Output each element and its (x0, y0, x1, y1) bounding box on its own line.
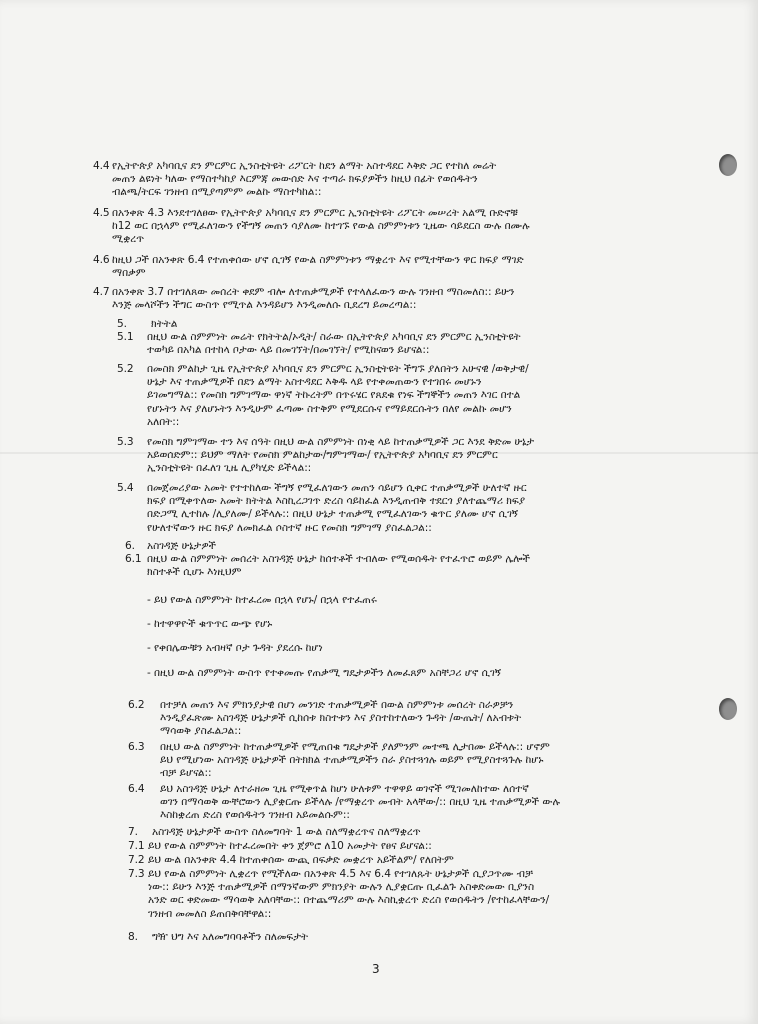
paragraph-line: - ይህ የውል ስምምነት ከተፈረመ በኋላ የሆኑ/ በኋላ የተፈጠሩ (147, 594, 377, 606)
paragraph-line: ክፍያ በሚቀጥለው አመት ክትትል እስኪረጋገጥ ድረስ ሳይከፈል እንዲጠብቅ ተደርጎ ያለተጨማሪ ክፍያ (147, 495, 526, 508)
paragraph-number: 4.7 (93, 286, 110, 298)
paragraph-line: ብልጫ/ትርፍ ገንዘብ በሚያጣምም መልኩ ማስተካከል:: (112, 186, 322, 199)
paragraph-line: ገንዘብ መመለስ ይጠበቅባቸዋል:: (148, 907, 272, 920)
paragraph-number: 5.3 (117, 436, 134, 448)
paragraph-number: 6.3 (128, 741, 145, 753)
paragraph-line: ወገን በማሳወቅ ውቸሮውን ሊያቋርጡ ይችላሉ /የማቋረጥ መብት አላቸው/:: በዚህ ጊዜ ተጠቃሚዎች ውሉ (160, 796, 560, 809)
paragraph-line: ሚቋረጥ (112, 233, 145, 246)
paragraph-line: የሆኑትን እና ያለሆኑትን እንዲሁም ፈጣሙ ስተቅም የሚደርሱና የማይደርሱትን በለየ መልኩ መሆን (147, 402, 512, 415)
paragraph-line: ሁኔታ እና ተጠቃሚዎች በደን ልማት አስተዳደር እቅዱ ላይ የተቀመጠውን የተገበሩ መሆኑን (147, 376, 482, 389)
paragraph-line: በአንቀጽ 3.7 በተገለጸው መሰረት ቀደም ብሎ ለተጠቃሚዎች የተላለፈውን ውሉ ገንዘብ ማስመለስ:: ይሁን (112, 286, 515, 298)
paragraph-line: እንጅ መላሾችን ችግር ውስጥ የሚጥል እንዳይሆን እንዲመለሱ ቢደረግ ይመረጣል:: (112, 299, 417, 312)
paragraph-number: 6. (125, 540, 135, 552)
paragraph-number: 5.2 (117, 363, 134, 375)
paragraph-number: 5. (117, 318, 127, 330)
paragraph-line: ነው:: ይሁን እንጅ ተጠቃሚዎች በማንኛውም ምክንያት ውሉን ሊያቋርጡ ቢፈልጉ አስቀድመው ቢያንስ (148, 881, 535, 894)
paragraph-line: በድጋሚ ሊተከሉ /ሊያለሙ/ ይችላሉ:: በዚህ ሁኔታ ተጠቃሚ የሚፈለገውን ቁጥር ያለሙ ሆኖ ሲገኝ (147, 508, 519, 521)
paragraph-line: መጠን ልዩነት ካለው የማስተካከያ እርምጃ መውሰድ እና ተጣራ ክፍያዎችን ከዚህ በፊት የወሰዱትን (112, 173, 478, 186)
paragraph-line: ኢንስቲትዩት በፈለገ ጊዜ ሊያካሂድ ይችላል:: (147, 462, 312, 475)
paragraph-number: 7.2 (128, 854, 145, 866)
paragraph-line: በመስክ ምልከታ ጊዜ የኢትዮጵያ አካባቢና ደን ምርምር ኢንስቲትዩት ችግኙ ያለበትን አሁናዊ /ወቅታዊ/ (147, 363, 529, 375)
paragraph-line: ከ12 ወር በኋላም የሚፈለገውን የችግኝ መጠን ሳያለሙ ከተገኙ የውል ስምምነቱን ጊዜው ሳይደርስ ውሉ በሙሉ (112, 220, 530, 233)
paragraph-number: 4.5 (93, 207, 110, 219)
paragraph-line: ማበቃም (112, 267, 146, 280)
paragraph-number: 4.6 (93, 254, 110, 266)
paragraph-number: 7.3 (128, 868, 145, 880)
paragraph-line: ግዥ ህግ እና አለመግባባቶችን ስለመፍታት (152, 931, 309, 943)
paragraph-line: የኢትዮጵያ አካባቢና ደን ምርምር ኢንስቲትዩት ሪፖርት ከደን ልማት አስተዳደር እቅድ ጋር የተከለ መሬት (112, 160, 497, 172)
paragraph-line: እስከቋረጠ ድረስ የወሰዱትን ገንዘብ አይመልሱም:: (160, 809, 350, 822)
paragraph-line: በአንቀጽ 4.3 እንደተገለፀው የኢትዮጵያ አካባቢና ደን ምርምር ኢንስቲትዩት ሪፖርት መሠረት አልሚ ቡድኖቹ (112, 207, 518, 219)
paragraph-number: 5.1 (117, 331, 134, 343)
paragraph-line: አይወሰድም:: ይህም ማለት የመስክ ምልከታው/ግምገማው/ የኢትዮጵያ አካባቢና ደን ምርምር (147, 449, 498, 462)
paragraph-line: - በዚህ ውል ስምምነት ውስጥ የተቀመጡ የጠቃሚ ግዴታዎችን ለመፈጸም አስቸጋሪ ሆኖ ሲገኝ (147, 667, 501, 679)
paragraph-line: የመስክ ግምገማው ተን እና ሰዓት በዚህ ውል ስምምነት በነቂ ላይ ከተጠቃሚዎች ጋር እንደ ቅድመ ሁኔታ (147, 436, 535, 448)
paragraph-line: ተወካይ በአካል በተከላ ቦታው ላይ በመገኘት/በመገኘት/ የሚከናወን ይሆናል:: (147, 344, 430, 357)
paragraph-line: ክትትል (151, 318, 178, 330)
paragraph-line: ይህ የውል ስምምነት ሊቋረጥ የሚችለው በአንቀጽ 4.5 እና 6.4 የተገለጹት ሁኔታዎች ሲያጋጥሙ ብቻ (148, 868, 533, 880)
paragraph-line: ማሳወቅ ያስፈልጋል:: (160, 725, 242, 738)
paragraph-line: ይገመግማል:: የመስክ ግምገማው ዋነኛ ትኩረትም በጥሩሄር የጸደቁ የነፍ ችግኞችን መጠን እገር በተል (147, 389, 521, 402)
paragraph-line: ይህ ውል በአንቀጽ 4.4 ከተጠቀሰው ውጪ በፍቃድ መቋረጥ አይችልም/ የለበትም (148, 854, 454, 866)
paragraph-number: 6.2 (128, 699, 145, 711)
paragraph-line: አስገዳጅ ሁኔታዎች ውስጥ ስለመግባት 1 ውል ስለማቋረጥና ስለማቋረጥ (152, 826, 421, 838)
paragraph-line: በዚህ ውል ስምምነት ከተጠቃሚዎች የሚጠበቁ ግዴታዎች ያለምንም መተጫ ሊታበሙ ይችላሉ:: ሆኖም (160, 741, 550, 753)
paragraph-line: እንዲያፈጽሙ አስገዳጅ ሁኔታዎች ሲከሰቱ ክስተቱን እና ያስተከተለውን ጉዳት /ውጤት/ ለአብቱት (160, 712, 522, 725)
paragraph-number: 7. (128, 826, 138, 838)
paragraph-line: አለበት:: (147, 415, 180, 428)
paragraph-number: 8. (128, 931, 138, 943)
paragraph-line: በተቻለ መጠን እና ምክንያታዊ በሆነ መንገድ ተጠቃሚዎች በውል ስምምነቱ መሰረት ስራዎቻን (160, 699, 514, 711)
paragraph-line: - የቀበሌውቹን አብዛኛ ቦታ ጉዳት ያደረሱ ከሆነ (147, 642, 323, 654)
paragraph-number: 5.4 (117, 482, 134, 494)
paragraph-number: 7.1 (128, 840, 145, 852)
paragraph-line: አንድ ወር ቀድመው ማሳወቅ አለባቸው:: በተጨማሪም ውሉ እስኪቋረጥ ድረስ የወሰዱትን /የተከፈላቸውን/ (148, 894, 550, 907)
page-number: 3 (372, 962, 380, 976)
paragraph-number: 4.4 (93, 160, 110, 172)
paragraph-line: በዚህ ውል ስምምነት መሬት የክትትል/ኦዲት/ ስራው በኢትዮጵያ አካባቢና ደን ምርምር ኢንስቲትዩት (147, 331, 521, 343)
paragraph-line: ክስተቶች ሲሆኑ እነዚህም (147, 566, 242, 579)
paragraph-line: በመጀመሪያው አመት የተተከለው ችግኝ የሚፈለገውን መጠን ሳይሆን ሲቀር ተጠቃሚዎች ሁለተኛ ዙር (147, 482, 527, 494)
paragraph-line: የሁለተኛውን ዙር ክፍያ ለመክፈል ሶስተኛ ዙር የመስክ ግምገማ ያስፈልጋል:: (147, 521, 432, 534)
paragraph-line: ብቻ ይሆናል:: (160, 767, 212, 780)
paragraph-number: 6.4 (128, 783, 145, 795)
paragraph-line: ይህ የውል ስምምነት ከተፈረመበት ቀን ጀምሮ ለ10 አመታት የፀና ይሆናል:: (148, 840, 432, 852)
paragraph-line: በዚህ ውል ስምምነት መሰረት አስገዳጅ ሁኔታ ከሰተቶች ተብለው የሚወሰዱት የተፈጥሮ ወይም ሌሎች (147, 553, 531, 565)
paragraph-line: ይህ አስገዳጅ ሁኔታ ለተራዘመ ጊዜ የሚቀጥል ከሆነ ሁለቱም ተዋዋይ ወገኖች ሚገመለከተው ለሰተኛ (160, 783, 529, 795)
paragraph-line: ከዚህ ጋች በአንቀጽ 6.4 የተጠቀሰው ሆኖ ሲገኝ የውል ስምምነቱን ማቋረጥ እና የሚተቸውን ዋር ክፍያ ማገድ (112, 254, 524, 266)
paragraph-line: ይህ የሚሆነው አስገዳጅ ሁኔታዎች በትክክል ተጠቃሚዎችን ስራ ያስተጓጎሉ ወይም የሚያስተጓጉሉ ከሆኑ (160, 754, 544, 767)
punch-hole-bottom (719, 698, 737, 720)
punch-hole-top (719, 154, 737, 176)
paragraph-number: 6.1 (125, 553, 142, 565)
paragraph-line: - ከተዋዋዮች ቁጥጥር ውጭ የሆኑ (147, 618, 273, 630)
paragraph-line: አስገዳጅ ሁኔታዎች (147, 540, 216, 552)
